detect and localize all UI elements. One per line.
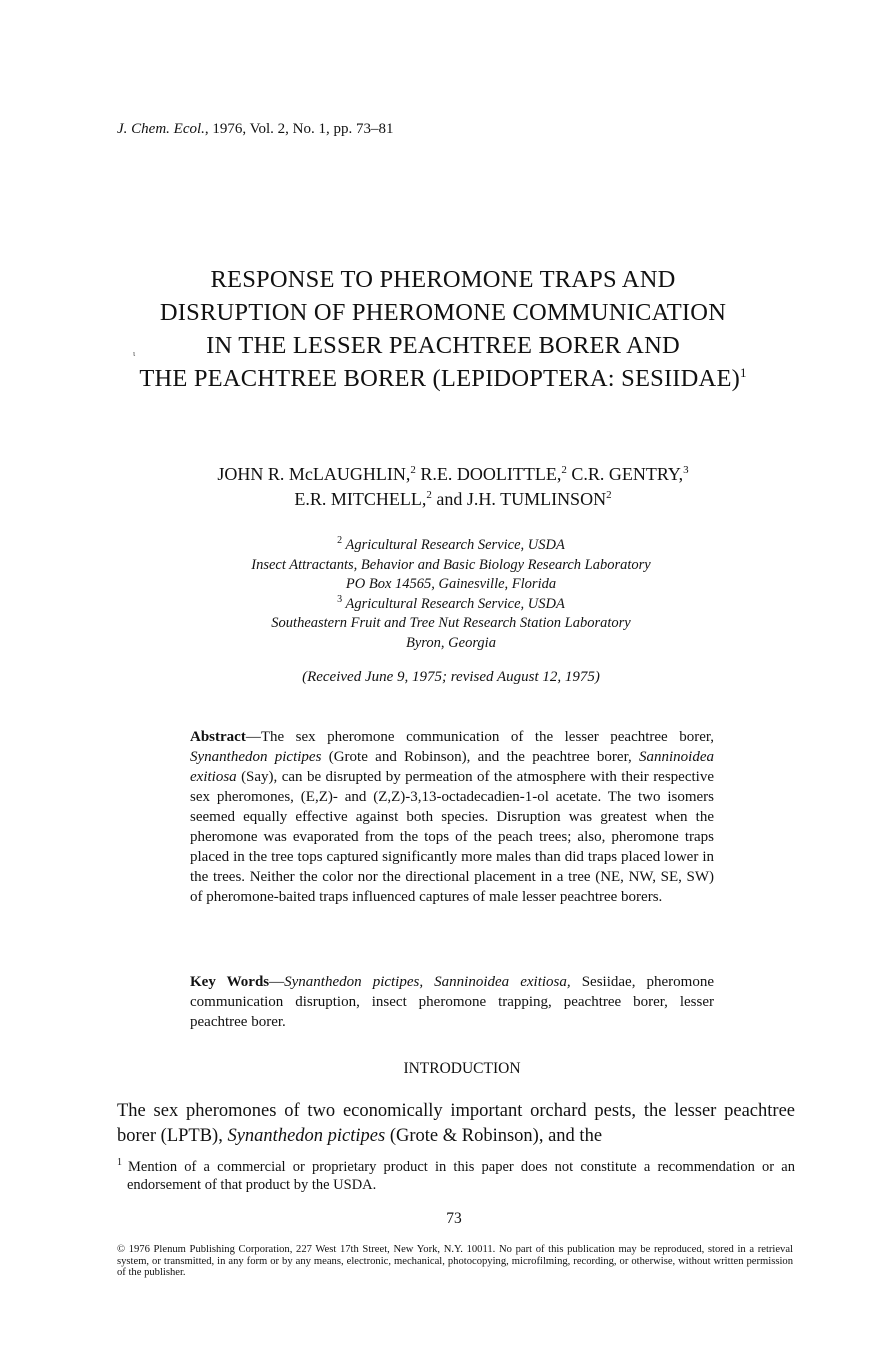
affiliation-1-line-1 — [0, 536, 886, 556]
title-line-2: DISRUPTION OF PHEROMONE COMMUNICATION — [159, 299, 727, 326]
author-affil-mark: 2 — [561, 464, 567, 476]
author-tumlinson: and J.H. TUMLINSON — [431, 489, 607, 509]
section-heading-introduction: INTRODUCTION — [403, 1060, 521, 1077]
footnote — [117, 1158, 795, 1194]
title-footnote-mark: 1 — [739, 364, 747, 380]
journal-reference — [117, 121, 394, 138]
affiliation-1-line-2: Insect Attractants, Behavior and Basic Biology Research Laboratory — [251, 556, 651, 573]
author-line-2 — [0, 487, 886, 512]
intro-text: (Grote & Robinson), and the — [385, 1126, 603, 1146]
title-line-1: RESPONSE TO PHEROMONE TRAPS AND — [210, 266, 676, 293]
footnote-text: Mention of a commercial or proprietary product in this paper does not constitute a recommendation or an endorsement of that product by the USDA. — [127, 1159, 795, 1193]
author-affil-mark: 2 — [606, 489, 612, 501]
keywords-text: Sesiidae, pheromone communication disruption, insect pheromone trapping, peachtree borer, lesser peachtree borer. — [190, 974, 714, 1030]
keywords-dash: — — [269, 974, 285, 990]
affiliation-2-line-1 — [0, 595, 886, 615]
author-affil-mark: 3 — [683, 464, 689, 476]
abstract — [190, 727, 714, 907]
author-gentry: C.R. GENTRY, — [566, 464, 684, 484]
footnote-mark: 1 — [117, 1157, 122, 1169]
stray-mark: ι — [133, 349, 136, 358]
affiliation-2-org: Agricultural Research Service, USDA — [345, 595, 565, 612]
abstract-text: (Say), can be disrupted by permeation of the atmosphere with their respective sex pheromones, (E,Z)- and (Z,Z)-3,13-octadecadien-1-ol acetate. The two isomers seemed equally effective against both species. Disruption was greatest when the pheromone was evaporated from the tops of the peach trees; also, pheromone traps placed in the tree tops captured significantly more males than did traps placed lower in the trees. Neither the color nor the directional placement in a tree (NE, NW, SE, SW) of pheromone-baited traps influenced captures of male lesser peachtree borers. — [190, 769, 714, 905]
page-number: 73 — [446, 1210, 462, 1227]
title-line-4-text: THE PEACHTREE BORER (LEPIDOPTERA: SESIIDAE) — [139, 365, 740, 392]
author-affil-mark: 2 — [426, 489, 432, 501]
affiliation-1-org: Agricultural Research Service, USDA — [345, 537, 565, 553]
abstract-text: (Grote and Robinson), and the peachtree borer, — [321, 749, 640, 765]
affiliation-1-line-3: PO Box 14565, Gainesville, Florida — [345, 576, 557, 592]
introduction-paragraph — [117, 1099, 795, 1149]
abstract-text: —The sex pheromone communication of the lesser peachtree borer, — [245, 729, 714, 745]
affiliations — [0, 536, 886, 653]
key-words — [190, 972, 714, 1032]
species-name: Synanthedon pictipes — [190, 749, 322, 765]
author-list — [0, 462, 886, 512]
affiliation-mark: 2 — [337, 535, 343, 547]
keywords-label: Key Words — [190, 974, 270, 990]
author-line-1 — [0, 462, 886, 487]
title-line-3: IN THE LESSER PEACHTREE BORER AND — [206, 332, 680, 359]
intro-text: The sex pheromones of two economically important orchard pests, the lesser peachtree borer (LPTB), — [117, 1101, 795, 1146]
affiliation-mark: 3 — [337, 593, 343, 605]
copyright-notice: © 1976 Plenum Publishing Corporation, 227 West 17th Street, New York, N.Y. 10011. No part of this publication may be reproduced, stored in a retrieval system, or transmitted, in any form or by any means, electronic, mechanical, photocopying, microfilming, recording, or otherwise, without written permission of the publisher. — [117, 1244, 793, 1278]
author-doolittle: R.E. DOOLITTLE, — [415, 464, 562, 484]
abstract-label: Abstract — [190, 729, 246, 745]
paper-title — [0, 263, 886, 395]
journal-details: , 1976, Vol. 2, No. 1, pp. 73–81 — [204, 121, 394, 137]
title-line-4 — [0, 362, 886, 395]
species-name: Sanninoidea exitiosa — [190, 749, 715, 785]
journal-name: J. Chem. Ecol. — [117, 121, 205, 137]
species-name: Synanthedon pictipes — [227, 1126, 386, 1146]
species-names: Synanthedon pictipes, Sanninoidea exitiosa, — [284, 974, 571, 990]
author-mclaughlin: JOHN R. McLAUGHLIN, — [217, 464, 411, 484]
footnote-body — [117, 1158, 795, 1194]
author-affil-mark: 2 — [410, 464, 416, 476]
received-dates: (Received June 9, 1975; revised August 12, 1975) — [302, 669, 600, 685]
affiliation-2-line-3: Byron, Georgia — [406, 634, 496, 651]
author-mitchell: E.R. MITCHELL, — [294, 489, 427, 509]
affiliation-2-line-2: Southeastern Fruit and Tree Nut Research Station Laboratory — [271, 615, 631, 631]
